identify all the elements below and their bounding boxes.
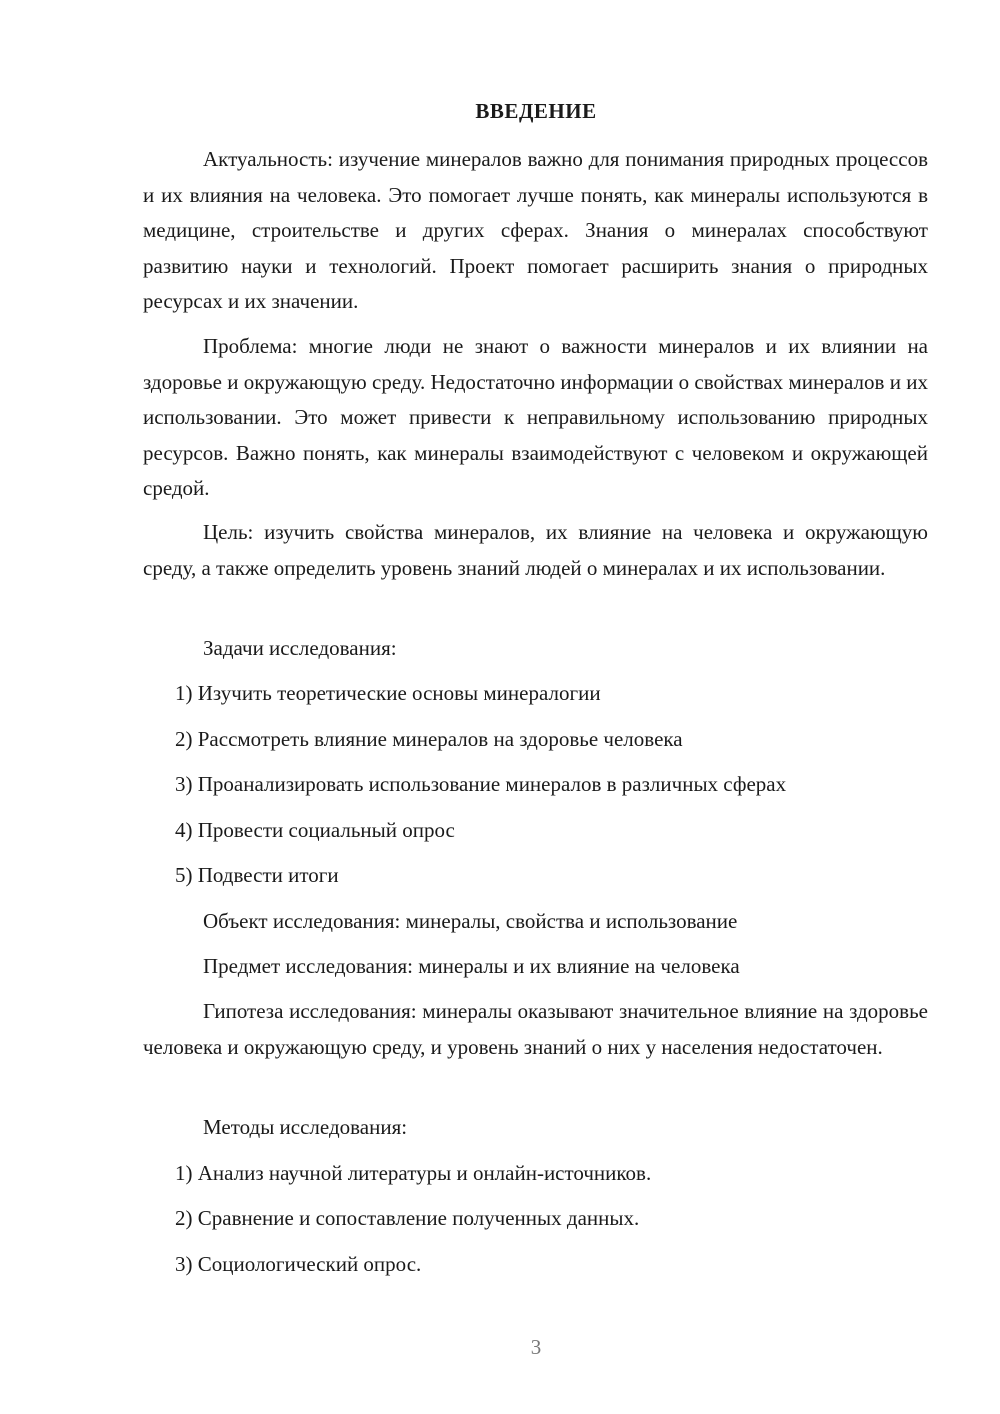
task-item: 3) Проанализировать использование минералов в различных сферах: [175, 772, 787, 796]
task-item: 2) Рассмотреть влияние минералов на здоровье человека: [175, 727, 683, 751]
research-subject: Предмет исследования: минералы и их влияние на человека: [203, 954, 740, 978]
problem-paragraph: Проблема: многие люди не знают о важности минералов и их влиянии на здоровье и окружающую среду. Недостаточно информации о свойствах минералов и их использовании. Это может привести к неправильному использованию природных ресурсов. Важно понять, как минералы взаимодействуют с человеком и окружающей средой.: [143, 334, 928, 500]
research-object: Объект исследования: минералы, свойства и использование: [203, 909, 738, 933]
goal-paragraph: Цель: изучить свойства минералов, их влияние на человека и окружающую среду, а также определить уровень знаний людей о минералах и их использовании.: [143, 520, 928, 580]
task-item: 5) Подвести итоги: [175, 863, 339, 887]
page-title: ВВЕДЕНИЕ: [475, 99, 597, 123]
relevance-paragraph: Актуальность: изучение минералов важно для понимания природных процессов и их влияния на человека. Это помогает лучше понять, как минералы используются в медицине, строительстве и других сферах. Знания о минералах способствуют развитию науки и технологий. Проект помогает расширить знания о природных ресурсах и их значении.: [143, 147, 928, 313]
method-item: 2) Сравнение и сопоставление полученных данных.: [175, 1206, 640, 1230]
methods-heading: Методы исследования:: [203, 1115, 408, 1139]
method-item: 1) Анализ научной литературы и онлайн-источников.: [175, 1161, 652, 1185]
task-item: 4) Провести социальный опрос: [175, 818, 455, 842]
task-item: 1) Изучить теоретические основы минералогии: [175, 681, 601, 705]
tasks-heading: Задачи исследования:: [203, 636, 397, 660]
page-number: 3: [530, 1335, 542, 1359]
method-item: 3) Социологический опрос.: [175, 1252, 422, 1276]
hypothesis-paragraph: Гипотеза исследования: минералы оказывают значительное влияние на здоровье человека и окружающую среду, и уровень знаний о них у населения недостаточен.: [143, 999, 928, 1059]
